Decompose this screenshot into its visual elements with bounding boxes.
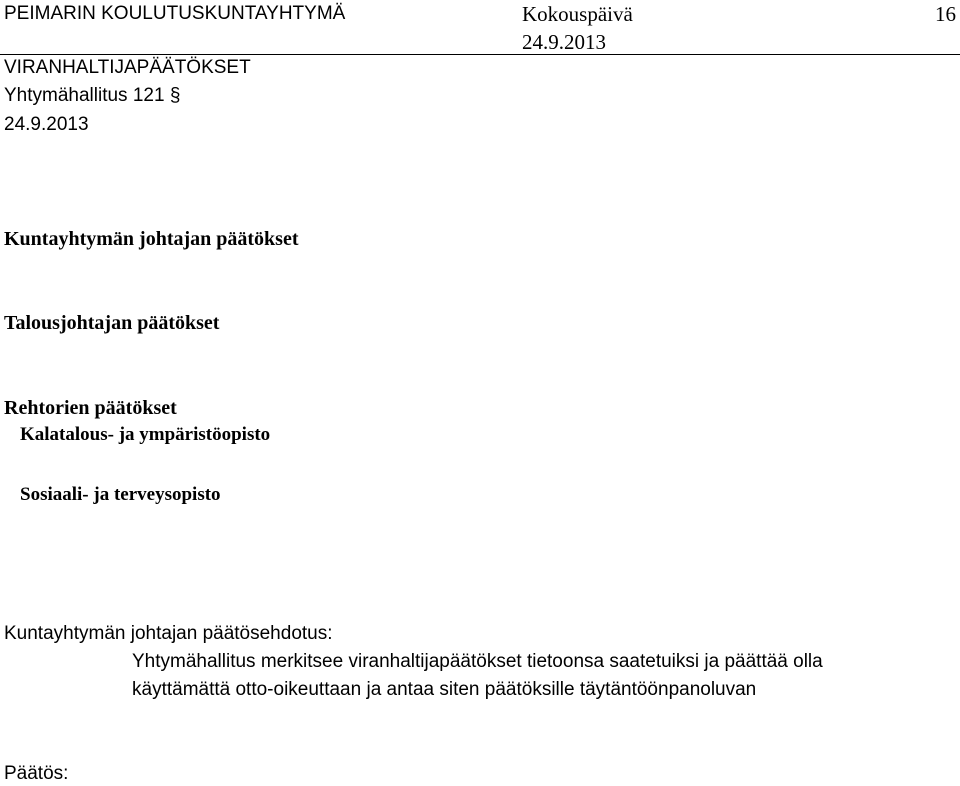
proposal-text-line-2: käyttämättä otto-oikeuttaan ja antaa siten päätöksille täytäntöönpanoluvan [132,679,757,700]
decision-label: Päätös: [4,763,69,784]
board-section: Yhtymähallitus 121 § [4,85,181,106]
proposal-label: Kuntayhtymän johtajan päätösehdotus: [4,623,333,644]
proposal-text-line-1: Yhtymähallitus merkitsee viranhaltijapäätökset tietoonsa saatetuiksi ja päättää olla [132,651,823,672]
meeting-date-value: 24.9.2013 [522,30,606,54]
section-heading-cfo-decisions: Talousjohtajan päätökset [4,312,220,334]
subheading-social-health-school: Sosiaali- ja terveysopisto [20,484,221,505]
organization-name: PEIMARIN KOULUTUSKUNTAYHTYMÄ [4,3,346,24]
section-heading-ceo-decisions: Kuntayhtymän johtajan päätökset [4,228,299,250]
header-rule [0,54,960,55]
board-date: 24.9.2013 [4,114,89,135]
meeting-date-label: Kokouspäivä [522,2,633,26]
section-heading-principals-decisions: Rehtorien päätökset [4,397,177,419]
subheading-fisheries-school: Kalatalous- ja ympäristöopisto [20,424,271,445]
page-number: 16 [935,2,956,26]
document-type: VIRANHALTIJAPÄÄTÖKSET [4,57,251,78]
